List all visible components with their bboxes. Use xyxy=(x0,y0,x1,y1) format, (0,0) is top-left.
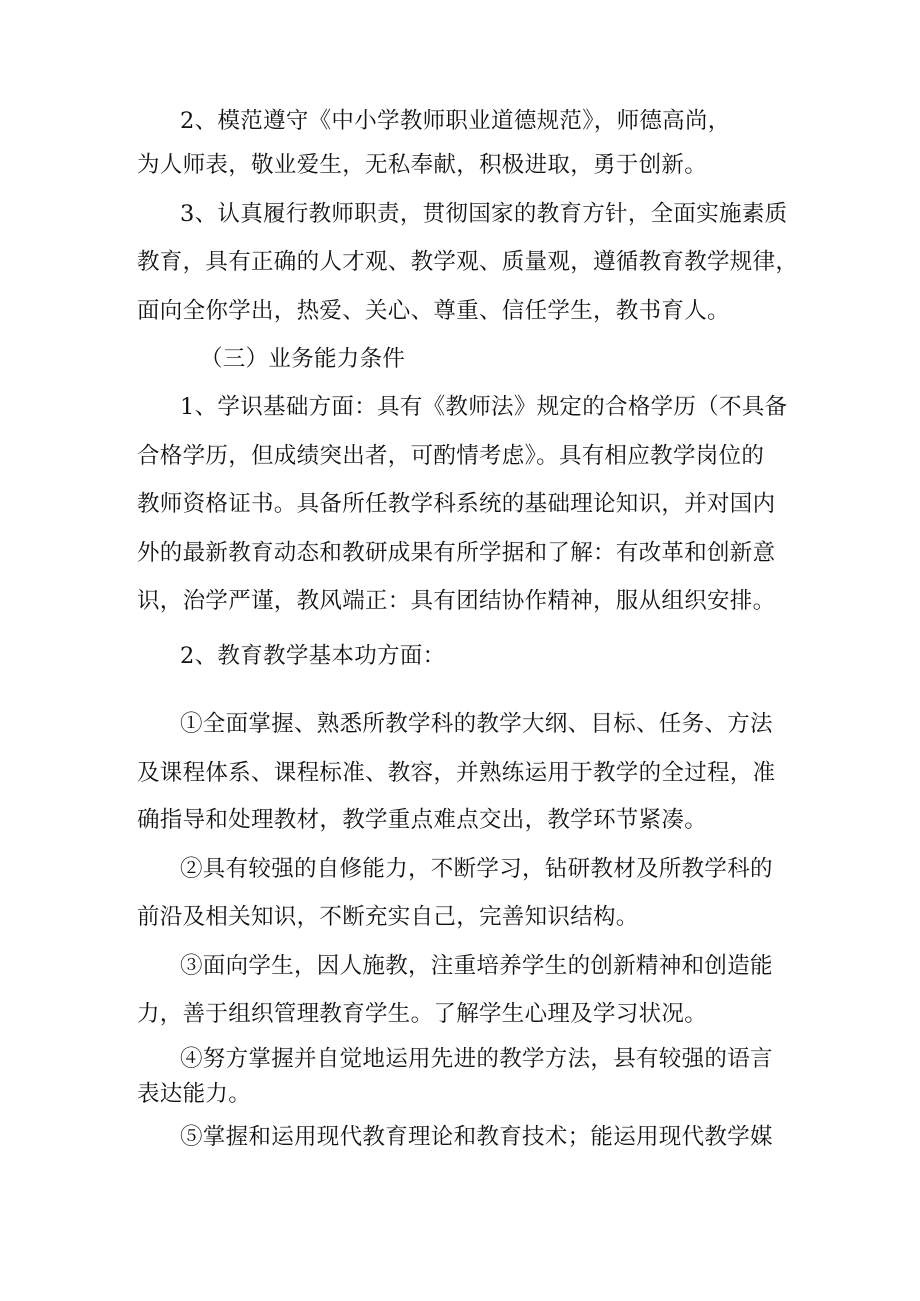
paragraph-line: ①全面掌握、熟悉所教学科的教学大纲、目标、任务、方法 xyxy=(180,711,773,737)
paragraph-line: 2、模范遵守《中小学教师职业道德规范》，师德高尚， xyxy=(180,108,731,134)
paragraph-line: 教育，具有正确的人才观、教学观、质量观，遵循教育教学规律， xyxy=(137,249,799,275)
paragraph-line: 1、学识基础方面：具有《教师法》规定的合格学历（不具备 xyxy=(180,394,788,420)
section-heading: （三）业务能力条件 xyxy=(200,346,406,372)
paragraph-line: 面向全你学出，热爱、关心、尊重、信任学生，教书育人。 xyxy=(137,298,730,324)
paragraph-line: 前沿及相关知识，不断充实自己，完善知识结构。 xyxy=(137,904,639,930)
paragraph-line: ④努方掌握并自觉地运用先进的教学方法，县有较强的语言 xyxy=(180,1046,773,1072)
paragraph-line: 识，治学严谨，教风端正：具有团结协作精神，服从组织安排。 xyxy=(137,588,776,614)
paragraph-line: 教师资格证书。具备所任教学科系统的基础理论知识，并对国内 xyxy=(137,491,776,517)
paragraph-line: 力，善于组织管理教育学生。了解学生心理及学习状况。 xyxy=(137,1001,708,1027)
paragraph-line: 表达能力。 xyxy=(137,1081,252,1107)
paragraph-line: 3、认真履行教师职责，贯彻国家的教育方针，全面实施素质 xyxy=(180,201,788,227)
paragraph-line: 合格学历，但成绩突出者，可酌情考虑》。具有相应教学岗位的 xyxy=(137,443,765,469)
paragraph-line: ②具有较强的自修能力，不断学习，钻研教材及所教学科的 xyxy=(180,856,773,882)
paragraph-line: 外的最新教育动态和教研成果有所学据和了解：有改革和创新意 xyxy=(137,540,776,566)
paragraph-line: 2、教育教学基本功方面： xyxy=(180,643,446,669)
paragraph-line: 确指导和处理教材，教学重点难点交出，教学环节紧凑。 xyxy=(137,807,708,833)
paragraph-line: ③面向学生，因人施教，注重培养学生的创新精神和创造能 xyxy=(180,953,773,979)
paragraph-line: 及课程体系、课程标准、教容，并熟练运用于教学的全过程，准 xyxy=(137,760,776,786)
paragraph-line: ⑤掌握和运用现代教育理论和教育技术；能运用现代教学媒 xyxy=(180,1124,773,1150)
paragraph-line: 为人师表，敬业爱生，无私奉献，积极进取，勇于创新。 xyxy=(137,152,708,178)
